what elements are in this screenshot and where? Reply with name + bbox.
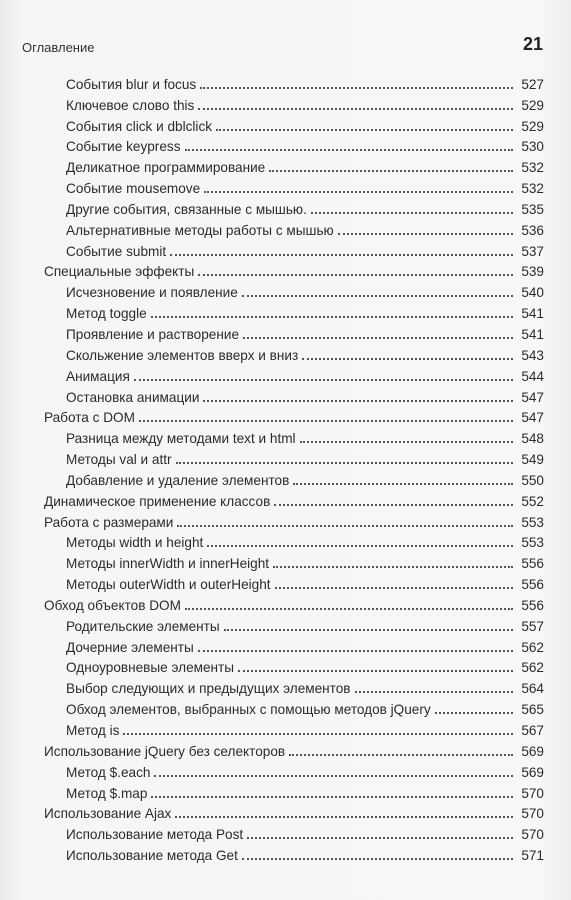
toc-entry-title: Использование метода Get [66,848,238,864]
toc-entry-title: Скольжение элементов вверх и вниз [66,347,299,363]
toc-entry-title: Альтернативные методы работы с мышью [66,222,334,238]
toc-entry-title: Использование метода Post [66,827,244,843]
toc-entry-title: Методы val и attr [66,452,172,468]
toc-subentry [44,343,544,364]
toc-entry [44,406,544,427]
toc-subentry [44,531,544,552]
toc-entry-page: 570 [521,806,544,822]
dot-leader [154,775,513,777]
dot-leader [238,670,513,672]
toc-entry-page: 547 [521,410,544,426]
dot-leader [302,358,513,360]
dot-leader [293,483,513,485]
toc-entry-page: 535 [521,201,544,217]
dot-leader [177,525,513,527]
toc-entry-page: 532 [521,181,544,197]
dot-leader [216,129,513,131]
toc-subentry [44,614,544,635]
toc-subentry [44,197,544,218]
toc-subentry [44,676,544,697]
toc-entry-page: 556 [521,597,544,613]
toc-entry-title: Исчезновение и появление [66,285,238,301]
toc-subentry [44,551,544,572]
toc-entry-title: События blur и focus [66,76,197,92]
toc-entry [44,510,544,531]
toc-entry-title: Методы width и height [66,535,204,551]
toc-entry-title: Специальные эффекты [44,264,195,280]
toc-entry-page: 567 [521,723,544,738]
dot-leader [134,379,513,381]
toc-entry-page: 570 [521,827,544,843]
toc-subentry [44,697,544,718]
toc-subentry [44,843,544,864]
toc-subentry [44,135,544,156]
toc-entry-page: 550 [521,472,544,488]
dot-leader [274,504,513,506]
dot-leader [243,337,513,339]
toc-subentry [44,718,544,739]
toc-entry-title: Анимация [66,368,130,384]
dot-leader [242,295,513,297]
toc-entry-page: 530 [521,139,544,155]
toc-subentry [44,656,544,677]
toc-entry-title: Добавление и удаление элементов [66,472,290,488]
dot-leader [300,441,513,443]
dot-leader [273,566,513,568]
toc-entry-page: 536 [521,222,544,238]
dot-leader [269,170,513,172]
dot-leader [203,400,513,402]
dot-leader [151,796,513,798]
toc-entry-page: 527 [521,76,544,92]
toc-entry-page: 547 [521,389,544,405]
toc-entry-page: 548 [521,431,544,447]
toc-entry-title: Другие события, связанные с мышью. [66,201,307,217]
dot-leader [435,712,513,714]
toc-entry-title: Родительские элементы [66,618,220,634]
dot-leader [204,191,513,193]
toc-entry-page: 541 [521,326,544,342]
dot-leader [151,316,513,318]
toc-entry-title: Работа с DOM [44,410,135,426]
toc-entry-page: 532 [521,160,544,176]
toc-entry-page: 562 [521,639,544,655]
toc-entry-title: Использование jQuery без селекторов [44,743,286,759]
dot-leader [176,462,513,464]
dot-leader [289,754,513,756]
dot-leader [224,629,513,631]
dot-leader [198,274,513,276]
toc-entry-title: Методы outerWidth и outerHeight [66,577,271,593]
toc-entry-page: 529 [521,118,544,134]
toc-subentry [44,301,544,322]
toc-entry-page: 541 [521,306,544,322]
toc-entry-page: 539 [521,264,544,280]
dot-leader [139,420,513,422]
toc-entry-page: 569 [521,743,544,759]
toc-subentry [44,280,544,301]
toc-subentry [44,468,544,489]
toc-subentry [44,760,544,781]
toc-entry-page: 553 [521,514,544,530]
toc-entry-page: 529 [521,97,544,113]
toc-entry [44,260,544,281]
toc-entry-page: 540 [521,285,544,301]
toc-entry-title: Метод $.map [66,785,148,801]
toc-entry [44,739,544,760]
dot-leader [275,587,513,589]
toc-entry-page: 543 [521,347,544,363]
dot-leader [198,650,513,652]
toc-entry-title: Обход элементов, выбранных с помощью методов jQuery [66,702,431,718]
toc-subentry [44,572,544,593]
table-of-contents [44,72,544,864]
toc-entry-title: Разница между методами text и html [66,431,296,447]
page-number: 21 [522,34,543,54]
toc-entry-title: Использование Ajax [44,806,172,822]
toc-entry-title: Дочерние элементы [66,639,194,655]
toc-entry-title: Обход объектов DOM [44,597,181,613]
toc-subentry [44,447,544,468]
toc-subentry [44,218,544,239]
dot-leader [123,733,513,735]
toc-entry-page: 570 [521,785,544,801]
toc-entry-page: 569 [521,764,544,780]
toc-subentry [44,364,544,385]
toc-entry-title: Метод toggle [66,306,147,322]
toc-subentry [44,322,544,343]
toc-entry-title: Событие keypress [66,139,181,155]
toc-entry-page: 564 [521,681,544,697]
toc-entry-title: Метод is [66,723,120,738]
dot-leader [185,149,514,151]
dot-leader [207,545,513,547]
dot-leader [200,87,513,89]
dot-leader [170,254,513,256]
toc-entry [44,802,544,823]
toc-subentry [44,155,544,176]
toc-entry-page: 544 [521,368,544,384]
toc-subentry [44,239,544,260]
toc-subentry [44,176,544,197]
toc-entry-title: Одноуровневые элементы [66,660,235,676]
toc-entry-title: Динамическое применение классов [44,493,271,509]
toc-entry-page: 556 [521,556,544,572]
toc-entry-page: 562 [521,660,544,676]
toc-entry-title: Проявление и растворение [66,326,240,342]
toc-entry-title: Деликатное программирование [66,160,266,176]
dot-leader [185,608,513,610]
toc-subentry [44,781,544,802]
toc-subentry [44,385,544,406]
running-header [22,34,543,58]
toc-subentry [44,635,544,656]
toc-subentry [44,72,544,93]
toc-subentry [44,114,544,135]
toc-entry-title: Выбор следующих и предыдущих элементов [66,681,351,697]
dot-leader [175,816,513,818]
toc-entry-page: 556 [521,577,544,593]
toc-entry-title: Событие submit [66,243,167,259]
toc-entry-page: 553 [521,535,544,551]
toc-entry-title: Ключевое слово this [66,97,195,113]
toc-entry-title: Работа с размерами [44,514,174,530]
toc-entry-title: Событие mousemove [66,181,201,197]
toc-entry-page: 557 [521,618,544,634]
section-title: Оглавление [22,40,95,55]
toc-subentry [44,426,544,447]
toc-entry [44,593,544,614]
toc-entry-title: События click и dblclick [66,118,213,134]
dot-leader [198,108,513,110]
dot-leader [338,233,513,235]
toc-entry [44,489,544,510]
toc-entry-title: Методы innerWidth и innerHeight [66,556,270,572]
dot-leader [247,837,513,839]
toc-entry-page: 537 [521,243,544,259]
toc-entry-page: 571 [521,848,544,864]
toc-entry-page: 565 [521,702,544,718]
toc-subentry [44,822,544,843]
toc-entry-title: Остановка анимации [66,389,200,405]
dot-leader [311,212,513,214]
dot-leader [355,691,513,693]
toc-subentry [44,93,544,114]
toc-entry-title: Метод $.each [66,764,151,780]
toc-entry-page: 552 [521,493,544,509]
toc-entry-page: 549 [521,452,544,468]
dot-leader [242,858,513,860]
